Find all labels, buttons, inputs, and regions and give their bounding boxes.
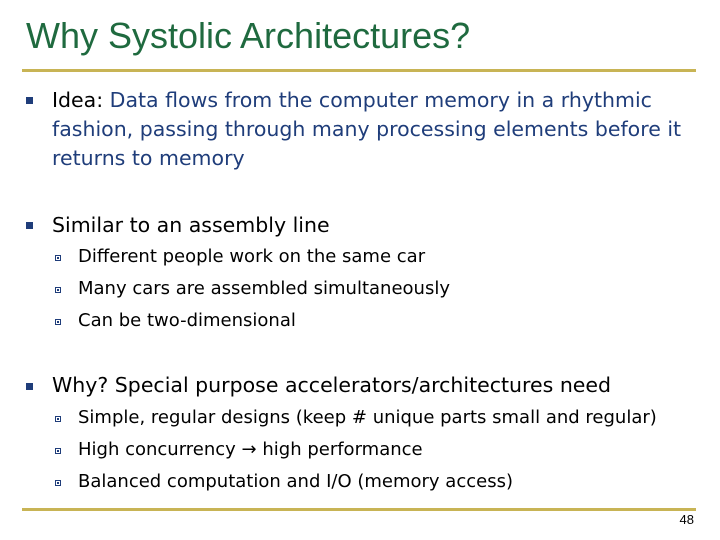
bullet-idea-line2: fashion, passing through many processing elements before it [52,117,682,141]
sub-bullet-marker [55,416,61,422]
bullet-why: Why? Special purpose accelerators/architectures need [52,373,612,397]
sub-bullet-marker [55,448,61,454]
sub-bullet-text: Can be two-dimensional [78,310,296,331]
bullet-idea-line3: returns to memory [52,146,245,170]
title-divider [22,69,696,72]
sub-bullet-marker [55,255,61,261]
sub-bullet-text: Balanced computation and I/O (memory access) [78,471,513,492]
bullet-idea-label: Idea: [52,88,110,112]
bullet-idea-line1 [52,86,652,115]
bullet-marker [26,383,33,390]
bullet-idea-text: Data flows from the computer memory in a rhythmic [109,88,652,112]
bullet-assembly: Similar to an assembly line [52,213,330,237]
sub-bullet-marker [55,287,61,293]
bullet-marker [26,222,33,229]
footer-divider [22,508,696,511]
sub-bullet-marker [55,319,61,325]
sub-bullet-text: Simple, regular designs (keep # unique parts small and regular) [78,407,657,428]
sub-bullet-text: Many cars are assembled simultaneously [78,278,450,299]
sub-bullet-text: High concurrency → high performance [78,439,423,460]
bullet-marker [26,97,33,104]
slide-title: Why Systolic Architectures? [26,15,471,56]
sub-bullet-text: Different people work on the same car [78,246,426,267]
page-number: 48 [679,512,694,527]
sub-bullet-marker [55,480,61,486]
